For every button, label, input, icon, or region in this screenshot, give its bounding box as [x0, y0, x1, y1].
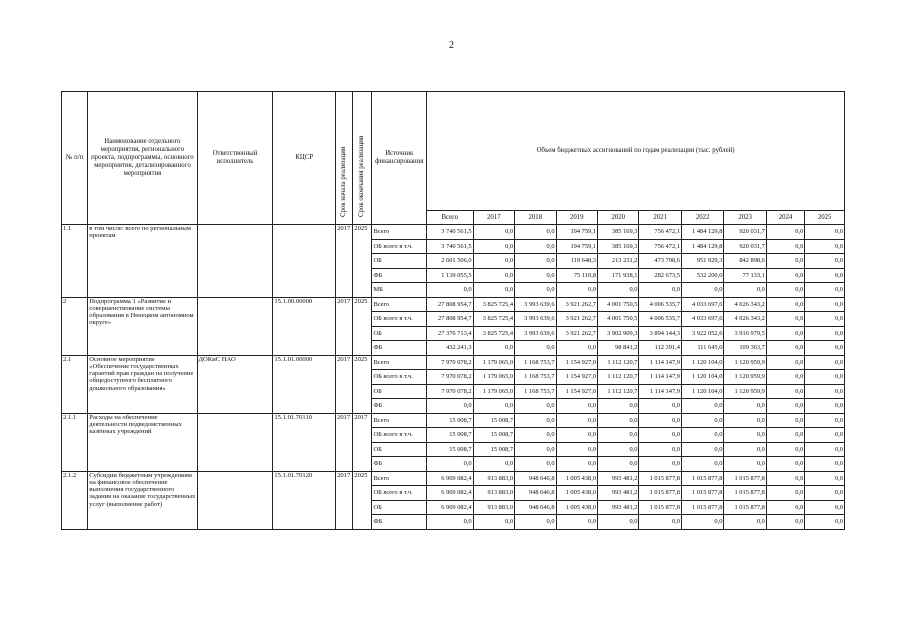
value-cell: 532 200,0	[681, 268, 723, 283]
value-cell: 0,0	[724, 413, 766, 428]
value-cell: 7 970 078,2	[427, 384, 474, 399]
value-cell: 1 154 927,0	[556, 355, 597, 370]
value-cell: 0,0	[598, 428, 639, 443]
value-cell: 1 015 877,8	[639, 500, 681, 515]
value-cell: 0,0	[805, 312, 845, 327]
value-cell: 1 005 438,0	[556, 471, 597, 486]
value-cell: 0,0	[473, 399, 514, 414]
value-cell: 0,0	[515, 457, 556, 472]
value-cell: 3 993 639,6	[515, 312, 556, 327]
value-cell: 951 929,3	[681, 254, 723, 269]
value-cell: 0,0	[766, 457, 804, 472]
value-cell: 1 484 129,8	[681, 225, 723, 240]
source-cell: ФБ	[372, 515, 427, 530]
value-cell: 3 993 639,6	[515, 297, 556, 312]
row-number: 2.1.1	[62, 413, 88, 471]
value-cell: 913 883,0	[473, 471, 514, 486]
value-cell: 0,0	[681, 457, 723, 472]
value-cell: 0,0	[766, 312, 804, 327]
value-cell: 0,0	[805, 297, 845, 312]
value-cell: 0,0	[639, 283, 681, 298]
value-cell: 432 241,3	[427, 341, 474, 356]
row-start-year: 2017	[336, 413, 353, 471]
value-cell: 98 841,2	[598, 341, 639, 356]
value-cell: 0,0	[515, 515, 556, 530]
year-header-cell: 2021	[639, 211, 681, 225]
value-cell: 0,0	[766, 471, 804, 486]
value-cell: 0,0	[766, 355, 804, 370]
value-cell: 0,0	[766, 326, 804, 341]
table-row	[62, 225, 845, 240]
value-cell: 0,0	[805, 413, 845, 428]
value-cell: 0,0	[805, 341, 845, 356]
value-cell: 4 026 343,2	[724, 297, 766, 312]
value-cell: 0,0	[639, 399, 681, 414]
value-cell: 4 006 535,7	[639, 312, 681, 327]
value-cell: 3 825 725,4	[473, 297, 514, 312]
value-cell: 0,0	[805, 515, 845, 530]
value-cell: 0,0	[556, 515, 597, 530]
year-header-cell: 2023	[724, 211, 766, 225]
value-cell: 7 970 078,2	[427, 355, 474, 370]
value-cell: 1 154 927,0	[556, 370, 597, 385]
value-cell: 1 112 120,7	[598, 384, 639, 399]
value-cell: 4 026 343,2	[724, 312, 766, 327]
value-cell: 2 601 506,0	[427, 254, 474, 269]
value-cell: 15 008,7	[427, 428, 474, 443]
value-cell: 0,0	[639, 457, 681, 472]
value-cell: 1 120 959,9	[724, 384, 766, 399]
value-cell: 0,0	[766, 500, 804, 515]
value-cell: 0,0	[724, 457, 766, 472]
value-cell: 948 646,8	[515, 486, 556, 501]
row-kcsr: 15.1.00.00000	[273, 297, 336, 355]
value-cell: 1 015 877,8	[724, 486, 766, 501]
value-cell: 6 909 082,4	[427, 471, 474, 486]
row-start-year: 2017	[336, 471, 353, 529]
source-cell: ФБ	[372, 341, 427, 356]
value-cell: 0,0	[556, 428, 597, 443]
value-cell: 6 909 082,4	[427, 500, 474, 515]
source-cell: Всего	[372, 471, 427, 486]
value-cell: 15 008,7	[427, 442, 474, 457]
value-cell: 7 970 078,2	[427, 370, 474, 385]
header-responsible: Ответственный исполнитель	[197, 92, 273, 225]
value-cell: 0,0	[556, 341, 597, 356]
value-cell: 0,0	[766, 413, 804, 428]
value-cell: 0,0	[766, 341, 804, 356]
value-cell: 0,0	[766, 486, 804, 501]
row-kcsr: 15.1.01.70120	[273, 471, 336, 529]
row-number: 1.1	[62, 225, 88, 298]
value-cell: 15 008,7	[473, 413, 514, 428]
value-cell: 4 033 697,6	[681, 312, 723, 327]
value-cell: 1 015 877,8	[681, 471, 723, 486]
value-cell: 3 825 725,4	[473, 326, 514, 341]
value-cell: 0,0	[805, 355, 845, 370]
value-cell: 1 168 753,7	[515, 384, 556, 399]
value-cell: 0,0	[515, 239, 556, 254]
value-cell: 0,0	[805, 442, 845, 457]
value-cell: 0,0	[598, 457, 639, 472]
row-end-year: 2025	[353, 297, 372, 355]
value-cell: 3 993 639,6	[515, 326, 556, 341]
value-cell: 0,0	[427, 457, 474, 472]
value-cell: 0,0	[681, 413, 723, 428]
value-cell: 0,0	[598, 283, 639, 298]
year-header-cell: 2018	[515, 211, 556, 225]
value-cell: 27 808 954,7	[427, 312, 474, 327]
value-cell: 1 015 877,8	[681, 500, 723, 515]
value-cell: 75 110,8	[556, 268, 597, 283]
source-cell: Всего	[372, 297, 427, 312]
row-name: Расходы на обеспечение деятельности подведомственных казённых учреждений	[88, 413, 197, 471]
value-cell: 1 114 147,9	[639, 384, 681, 399]
source-cell: ОБ всего в т.ч.	[372, 428, 427, 443]
value-cell: 1 120 104,0	[681, 370, 723, 385]
value-cell: 0,0	[473, 283, 514, 298]
value-cell: 6 909 082,4	[427, 486, 474, 501]
year-header-cell: 2017	[473, 211, 514, 225]
source-cell: ОБ	[372, 500, 427, 515]
value-cell: 3 894 144,3	[639, 326, 681, 341]
value-cell: 0,0	[427, 283, 474, 298]
header-num: № п/п	[62, 92, 88, 225]
value-cell: 0,0	[766, 428, 804, 443]
value-cell: 0,0	[556, 457, 597, 472]
value-cell: 0,0	[766, 283, 804, 298]
row-number: 2	[62, 297, 88, 355]
value-cell: 913 883,0	[473, 486, 514, 501]
value-cell: 0,0	[639, 428, 681, 443]
row-start-year: 2017	[336, 297, 353, 355]
row-responsible	[197, 413, 273, 471]
value-cell: 4 001 750,5	[598, 312, 639, 327]
source-cell: ОБ всего в т.ч.	[372, 370, 427, 385]
value-cell: 993 481,2	[598, 471, 639, 486]
value-cell: 27 376 713,4	[427, 326, 474, 341]
value-cell: 213 231,2	[598, 254, 639, 269]
value-cell: 0,0	[766, 225, 804, 240]
table-row	[62, 413, 845, 428]
table-row	[62, 355, 845, 370]
value-cell: 0,0	[598, 413, 639, 428]
value-cell: 0,0	[473, 515, 514, 530]
value-cell: 1 179 065,0	[473, 384, 514, 399]
value-cell: 3 902 909,3	[598, 326, 639, 341]
value-cell: 3 921 262,7	[556, 297, 597, 312]
source-cell: МБ	[372, 283, 427, 298]
value-cell: 1 015 877,8	[681, 486, 723, 501]
value-cell: 0,0	[805, 239, 845, 254]
value-cell: 0,0	[473, 225, 514, 240]
value-cell: 0,0	[598, 442, 639, 457]
row-responsible: ДОКиС НАО	[197, 355, 273, 413]
value-cell: 4 001 750,5	[598, 297, 639, 312]
value-cell: 1 015 877,8	[724, 500, 766, 515]
value-cell: 0,0	[681, 428, 723, 443]
value-cell: 0,0	[681, 399, 723, 414]
value-cell: 1 005 438,0	[556, 486, 597, 501]
value-cell: 842 898,6	[724, 254, 766, 269]
value-cell: 1 168 753,7	[515, 355, 556, 370]
value-cell: 15 008,7	[473, 428, 514, 443]
row-kcsr: 15.1.01.70110	[273, 413, 336, 471]
row-responsible	[197, 297, 273, 355]
value-cell: 0,0	[805, 384, 845, 399]
row-responsible	[197, 225, 273, 298]
header-start: Срок начала реализации	[336, 92, 353, 225]
value-cell: 171 938,1	[598, 268, 639, 283]
year-header-cell: 2024	[766, 211, 804, 225]
value-cell: 3 740 561,5	[427, 239, 474, 254]
value-cell: 1 120 104,0	[681, 384, 723, 399]
value-cell: 0,0	[681, 442, 723, 457]
value-cell: 920 031,7	[724, 239, 766, 254]
value-cell: 0,0	[515, 442, 556, 457]
value-cell: 0,0	[598, 399, 639, 414]
row-start-year: 2017	[336, 355, 353, 413]
value-cell: 0,0	[805, 326, 845, 341]
row-end-year: 2025	[353, 225, 372, 298]
value-cell: 3 916 979,5	[724, 326, 766, 341]
value-cell: 0,0	[805, 428, 845, 443]
row-end-year: 2017	[353, 413, 372, 471]
source-cell: ОБ	[372, 254, 427, 269]
value-cell: 0,0	[805, 399, 845, 414]
value-cell: 0,0	[473, 341, 514, 356]
value-cell: 1 179 065,0	[473, 370, 514, 385]
value-cell: 1 114 147,9	[639, 355, 681, 370]
row-number: 2.1	[62, 355, 88, 413]
row-name: Подпрограмма 1 «Развитие и совершенствование системы образования в Ненецком автономном округе»	[88, 297, 197, 355]
value-cell: 1 005 438,0	[556, 500, 597, 515]
value-cell: 1 154 927,0	[556, 384, 597, 399]
value-cell: 15 008,7	[427, 413, 474, 428]
value-cell: 112 391,4	[639, 341, 681, 356]
value-cell: 15 008,7	[473, 442, 514, 457]
value-cell: 0,0	[556, 283, 597, 298]
value-cell: 282 673,5	[639, 268, 681, 283]
row-end-year: 2025	[353, 355, 372, 413]
year-header-cell: 2022	[681, 211, 723, 225]
row-name: Субсидии бюджетным учреждениям на финансовое обеспечение выполнения государственного задания на оказание государственных услуг (выполнение работ)	[88, 471, 197, 529]
page-number: 2	[449, 40, 454, 51]
value-cell: 4 006 535,7	[639, 297, 681, 312]
value-cell: 0,0	[724, 428, 766, 443]
year-header-cell: 2025	[805, 211, 845, 225]
value-cell: 0,0	[766, 239, 804, 254]
value-cell: 4 033 697,6	[681, 297, 723, 312]
value-cell: 993 481,2	[598, 500, 639, 515]
value-cell: 0,0	[805, 268, 845, 283]
value-cell: 385 169,3	[598, 225, 639, 240]
value-cell: 0,0	[724, 399, 766, 414]
value-cell: 111 645,0	[681, 341, 723, 356]
value-cell: 0,0	[427, 515, 474, 530]
source-cell: ОБ всего в т.ч.	[372, 239, 427, 254]
row-kcsr: 15.1.01.00000	[273, 355, 336, 413]
value-cell: 0,0	[724, 515, 766, 530]
value-cell: 0,0	[515, 268, 556, 283]
value-cell: 0,0	[805, 283, 845, 298]
source-cell: Всего	[372, 413, 427, 428]
header-volume: Объем бюджетных ассигнований по годам реализации (тыс. рублей)	[427, 92, 845, 211]
value-cell: 0,0	[515, 283, 556, 298]
source-cell: Всего	[372, 225, 427, 240]
value-cell: 0,0	[766, 384, 804, 399]
source-cell: ОБ всего в т.ч.	[372, 312, 427, 327]
value-cell: 3 922 052,6	[681, 326, 723, 341]
value-cell: 0,0	[805, 254, 845, 269]
value-cell: 0,0	[427, 399, 474, 414]
value-cell: 0,0	[473, 457, 514, 472]
value-cell: 0,0	[556, 399, 597, 414]
value-cell: 756 472,1	[639, 225, 681, 240]
value-cell: 1 015 877,8	[639, 486, 681, 501]
value-cell: 3 740 561,5	[427, 225, 474, 240]
value-cell: 0,0	[639, 515, 681, 530]
header-kcsr: КЦСР	[273, 92, 336, 225]
value-cell: 0,0	[766, 268, 804, 283]
table-row	[62, 471, 845, 486]
source-cell: ОБ	[372, 442, 427, 457]
source-cell: ФБ	[372, 457, 427, 472]
value-cell: 1 112 120,7	[598, 370, 639, 385]
value-cell: 0,0	[556, 413, 597, 428]
value-cell: 0,0	[515, 225, 556, 240]
value-cell: 473 798,6	[639, 254, 681, 269]
value-cell: 0,0	[724, 283, 766, 298]
value-cell: 0,0	[556, 442, 597, 457]
value-cell: 948 646,8	[515, 471, 556, 486]
source-cell: ОБ	[372, 326, 427, 341]
header-end: Срок окончания реализации	[353, 92, 372, 225]
value-cell: 3 825 725,4	[473, 312, 514, 327]
value-cell: 0,0	[515, 254, 556, 269]
source-cell: ОБ	[372, 384, 427, 399]
value-cell: 756 472,1	[639, 239, 681, 254]
value-cell: 1 120 104,0	[681, 355, 723, 370]
value-cell: 1 139 055,5	[427, 268, 474, 283]
value-cell: 27 808 954,7	[427, 297, 474, 312]
value-cell: 0,0	[724, 442, 766, 457]
value-cell: 109 363,7	[724, 341, 766, 356]
table-row	[62, 297, 845, 312]
value-cell: 1 484 129,8	[681, 239, 723, 254]
value-cell: 0,0	[681, 515, 723, 530]
value-cell: 0,0	[598, 515, 639, 530]
table-body	[62, 225, 845, 530]
value-cell: 0,0	[515, 399, 556, 414]
value-cell: 920 031,7	[724, 225, 766, 240]
value-cell: 993 481,2	[598, 486, 639, 501]
year-header-cell: 2020	[598, 211, 639, 225]
value-cell: 0,0	[473, 239, 514, 254]
row-end-year: 2025	[353, 471, 372, 529]
value-cell: 0,0	[766, 442, 804, 457]
row-kcsr	[273, 225, 336, 298]
value-cell: 0,0	[805, 370, 845, 385]
value-cell: 948 646,8	[515, 500, 556, 515]
value-cell: 0,0	[639, 442, 681, 457]
value-cell: 385 169,3	[598, 239, 639, 254]
value-cell: 0,0	[515, 413, 556, 428]
value-cell: 913 883,0	[473, 500, 514, 515]
year-header-cell: 2019	[556, 211, 597, 225]
value-cell: 1 015 877,8	[724, 471, 766, 486]
source-cell: ФБ	[372, 268, 427, 283]
value-cell: 0,0	[515, 428, 556, 443]
source-cell: ФБ	[372, 399, 427, 414]
value-cell: 0,0	[515, 341, 556, 356]
value-cell: 77 133,1	[724, 268, 766, 283]
source-cell: Всего	[372, 355, 427, 370]
header-source: Источник финансирования	[372, 92, 427, 225]
value-cell: 119 648,3	[556, 254, 597, 269]
value-cell: 0,0	[473, 254, 514, 269]
year-header-cell: Всего	[427, 211, 474, 225]
value-cell: 0,0	[766, 254, 804, 269]
value-cell: 194 759,1	[556, 239, 597, 254]
value-cell: 1 120 959,9	[724, 355, 766, 370]
value-cell: 0,0	[805, 471, 845, 486]
value-cell: 0,0	[805, 457, 845, 472]
value-cell: 0,0	[805, 500, 845, 515]
budget-table	[61, 91, 845, 530]
value-cell: 0,0	[805, 486, 845, 501]
value-cell: 1 112 120,7	[598, 355, 639, 370]
row-name: в том числе: всего по региональным проектам	[88, 225, 197, 298]
value-cell: 1 015 877,8	[639, 471, 681, 486]
value-cell: 1 168 753,7	[515, 370, 556, 385]
value-cell: 0,0	[805, 225, 845, 240]
value-cell: 0,0	[766, 370, 804, 385]
value-cell: 0,0	[639, 413, 681, 428]
row-responsible	[197, 471, 273, 529]
value-cell: 0,0	[766, 297, 804, 312]
value-cell: 3 921 262,7	[556, 326, 597, 341]
value-cell: 194 759,1	[556, 225, 597, 240]
row-number: 2.1.2	[62, 471, 88, 529]
value-cell: 1 114 147,9	[639, 370, 681, 385]
row-start-year: 2017	[336, 225, 353, 298]
value-cell: 0,0	[766, 515, 804, 530]
value-cell: 0,0	[681, 283, 723, 298]
value-cell: 1 179 065,0	[473, 355, 514, 370]
row-name: Основное мероприятие «Обеспечение государственных гарантий прав граждан на получение общедоступного бесплатного дошкольного образования»	[88, 355, 197, 413]
value-cell: 3 921 262,7	[556, 312, 597, 327]
source-cell: ОБ всего в т.ч.	[372, 486, 427, 501]
value-cell: 0,0	[473, 268, 514, 283]
header-name: Наименование отдельного мероприятия, регионального проекта, подпрограммы, основного мероприятия, детализированного мероприятия	[88, 92, 197, 225]
value-cell: 0,0	[766, 399, 804, 414]
value-cell: 1 120 959,9	[724, 370, 766, 385]
